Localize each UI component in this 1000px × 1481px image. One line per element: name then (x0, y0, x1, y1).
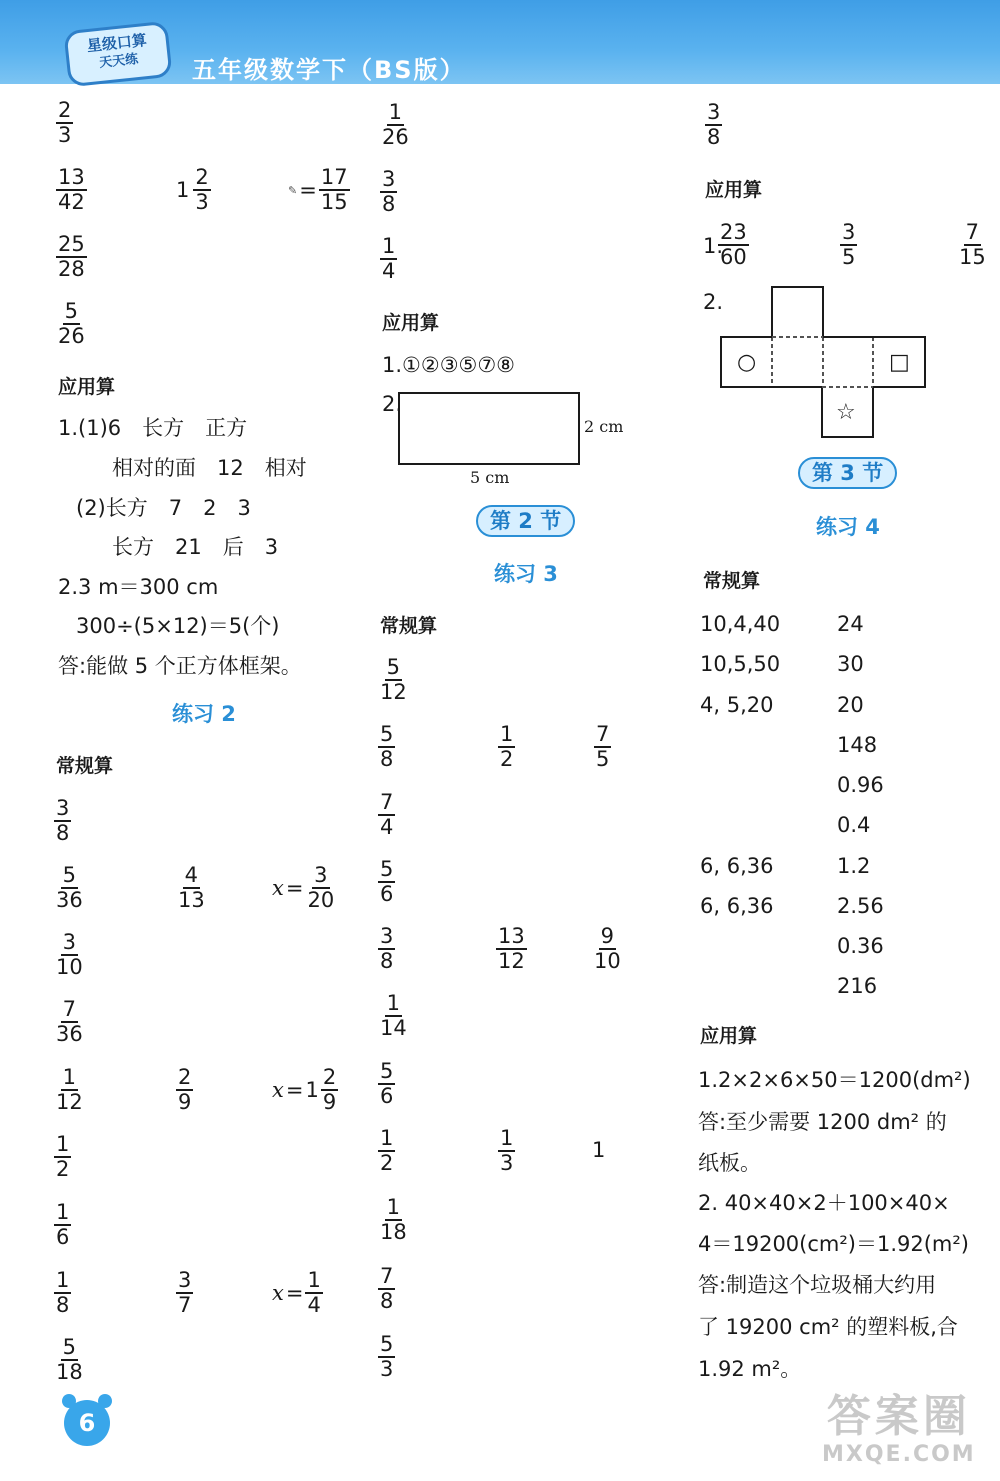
answer-value: 6, 6,36 (700, 894, 774, 918)
fraction: $\frac{9}{10}$ (594, 924, 621, 973)
answer-line: 相对的面 12 相对 (112, 456, 307, 480)
fraction: $\frac{7}{5}$ (596, 722, 610, 771)
answer-line: 长方 21 后 3 (112, 535, 279, 559)
answer-line: 1.2×2×6×50＝1200(dm²) (698, 1068, 971, 1092)
watermark-line1: 答案圈 (826, 1391, 971, 1442)
fraction: $\frac{7}{15}$ (959, 220, 986, 269)
logo-line1: 星级口算 (86, 30, 148, 56)
exercise-title: 练习 3 (494, 562, 558, 586)
section-badge: 第 2 节 (476, 505, 575, 537)
fraction: $\frac{13}{42}$ (58, 165, 85, 214)
answer-value: 0.4 (837, 813, 871, 837)
exercise-title: 练习 2 (172, 702, 236, 726)
answer-line: 2. 40×40×2＋100×40× (698, 1191, 950, 1215)
answer-value: 4, 5,20 (700, 693, 774, 717)
square-symbol: □ (889, 350, 910, 375)
answer-line: 4＝19200(cm²)＝1.92(m²) (698, 1232, 969, 1256)
equation: x = 1 $\frac{2}{9}$ (272, 1065, 337, 1114)
book-title: 五年级数学下（BS版） (192, 56, 466, 84)
fraction: $\frac{5}{12}$ (380, 655, 407, 704)
question-number: 1. (703, 234, 724, 258)
fraction: $\frac{1}{4}$ (382, 234, 396, 283)
fraction: $\frac{3}{10}$ (56, 930, 83, 979)
fraction: $\frac{2}{3}$ (58, 98, 72, 147)
page-header (0, 0, 1000, 84)
fraction: $\frac{1}{2}$ (380, 1126, 394, 1175)
fraction: $\frac{25}{28}$ (58, 232, 85, 281)
fraction: $\frac{5}{26}$ (58, 299, 85, 348)
fraction: $\frac{1}{26}$ (382, 100, 409, 149)
answer-value: 0.96 (837, 773, 884, 797)
series-logo (63, 21, 172, 88)
answer-line: 1.92 m²。 (698, 1357, 802, 1381)
fraction: $\frac{13}{12}$ (498, 924, 525, 973)
answer-line: 300÷(5×12)＝5(个) (76, 614, 280, 638)
fraction: $\frac{3}{8}$ (707, 100, 721, 149)
exercise-title: 练习 4 (816, 515, 880, 539)
fraction: $\frac{3}{8}$ (56, 796, 70, 845)
fraction: $\frac{3}{5}$ (842, 220, 856, 269)
fraction: $\frac{5}{6}$ (380, 857, 394, 906)
fraction: $\frac{1}{12}$ (56, 1065, 83, 1114)
fraction: $\frac{5}{3}$ (380, 1332, 394, 1381)
section-heading: 应用算 (58, 376, 116, 398)
watermark (822, 1392, 976, 1468)
watermark-line2: MXQE.COM (822, 1442, 976, 1467)
fraction: $\frac{5}{36}$ (56, 863, 83, 912)
answer-value: 1 (592, 1138, 606, 1162)
fraction: $\frac{1}{3}$ (500, 1126, 514, 1175)
mixed-number: 1 $\frac{2}{3}$ (176, 165, 209, 214)
section-heading: 常规算 (56, 755, 114, 777)
equation: x = $\frac{3}{20}$ (272, 863, 335, 912)
answer-line: 答:能做 5 个正方体框架。 (58, 654, 302, 678)
fraction: $\frac{2}{9}$ (178, 1065, 192, 1114)
fraction: $\frac{7}{4}$ (380, 790, 394, 839)
equation: x = $\frac{1}{4}$ (272, 1268, 321, 1317)
fraction: $\frac{1}{2}$ (500, 722, 514, 771)
answer-value: 10,5,50 (700, 652, 781, 676)
rect-width-label: 5 cm (470, 468, 510, 487)
fraction: $\frac{7}{8}$ (380, 1264, 394, 1313)
answer-value: 10,4,40 (700, 612, 781, 636)
section-heading: 应用算 (700, 1025, 758, 1047)
answer-value: 6, 6,36 (700, 854, 774, 878)
answer-value: 216 (837, 974, 878, 998)
section-heading: 常规算 (380, 615, 438, 637)
fraction: $\frac{5}{18}$ (56, 1335, 83, 1384)
page-number: 6 (64, 1400, 110, 1446)
equation: ✎ = $\frac{17}{15}$ (288, 165, 348, 214)
logo-line2: 天天练 (98, 51, 139, 71)
fraction: $\frac{23}{60}$ (720, 220, 747, 269)
answer-line: 答:制造这个垃圾桶大约用 (698, 1273, 937, 1297)
section-heading: 常规算 (703, 570, 761, 592)
answer-line: 1.①②③⑤⑦⑧ (382, 353, 515, 377)
question-number: 2. (703, 290, 724, 314)
rectangle-diagram (398, 392, 580, 466)
fraction: $\frac{1}{2}$ (56, 1132, 70, 1181)
fraction: $\frac{7}{36}$ (56, 997, 83, 1046)
answer-line: 纸板。 (698, 1151, 761, 1175)
fraction: $\frac{1}{18}$ (380, 1195, 407, 1244)
fraction: $\frac{5}{6}$ (380, 1059, 394, 1108)
section-heading: 应用算 (705, 179, 763, 201)
fraction: $\frac{3}{8}$ (380, 924, 394, 973)
answer-value: 148 (837, 733, 878, 757)
star-symbol: ☆ (836, 400, 856, 425)
fraction: $\frac{5}{8}$ (380, 722, 394, 771)
answer-line: 答:至少需要 1200 dm² 的 (698, 1110, 947, 1134)
section-badge: 第 3 节 (798, 457, 897, 489)
section-heading: 应用算 (382, 312, 440, 334)
answer-value: 30 (837, 652, 864, 676)
fraction: $\frac{1}{8}$ (56, 1268, 70, 1317)
fraction: $\frac{3}{8}$ (382, 167, 396, 216)
rect-height-label: 2 cm (584, 417, 624, 436)
answer-value: 24 (837, 612, 864, 636)
answer-line: 了 19200 cm² 的塑料板,合 (698, 1315, 958, 1339)
fraction: $\frac{3}{7}$ (178, 1268, 192, 1317)
answer-line: (2)长方 7 2 3 (76, 496, 251, 520)
answer-line: 1.(1)6 长方 正方 (58, 416, 248, 440)
answer-value: 0.36 (837, 934, 884, 958)
question-number: 2. (382, 392, 403, 416)
answer-value: 2.56 (837, 894, 884, 918)
answer-value: 1.2 (837, 854, 871, 878)
answer-line: 2.3 m＝300 cm (58, 575, 219, 599)
circle-symbol: ○ (737, 350, 757, 375)
fraction: $\frac{1}{6}$ (56, 1200, 70, 1249)
fraction: $\frac{4}{13}$ (178, 863, 205, 912)
answer-value: 20 (837, 693, 864, 717)
fraction: $\frac{1}{14}$ (380, 991, 407, 1040)
